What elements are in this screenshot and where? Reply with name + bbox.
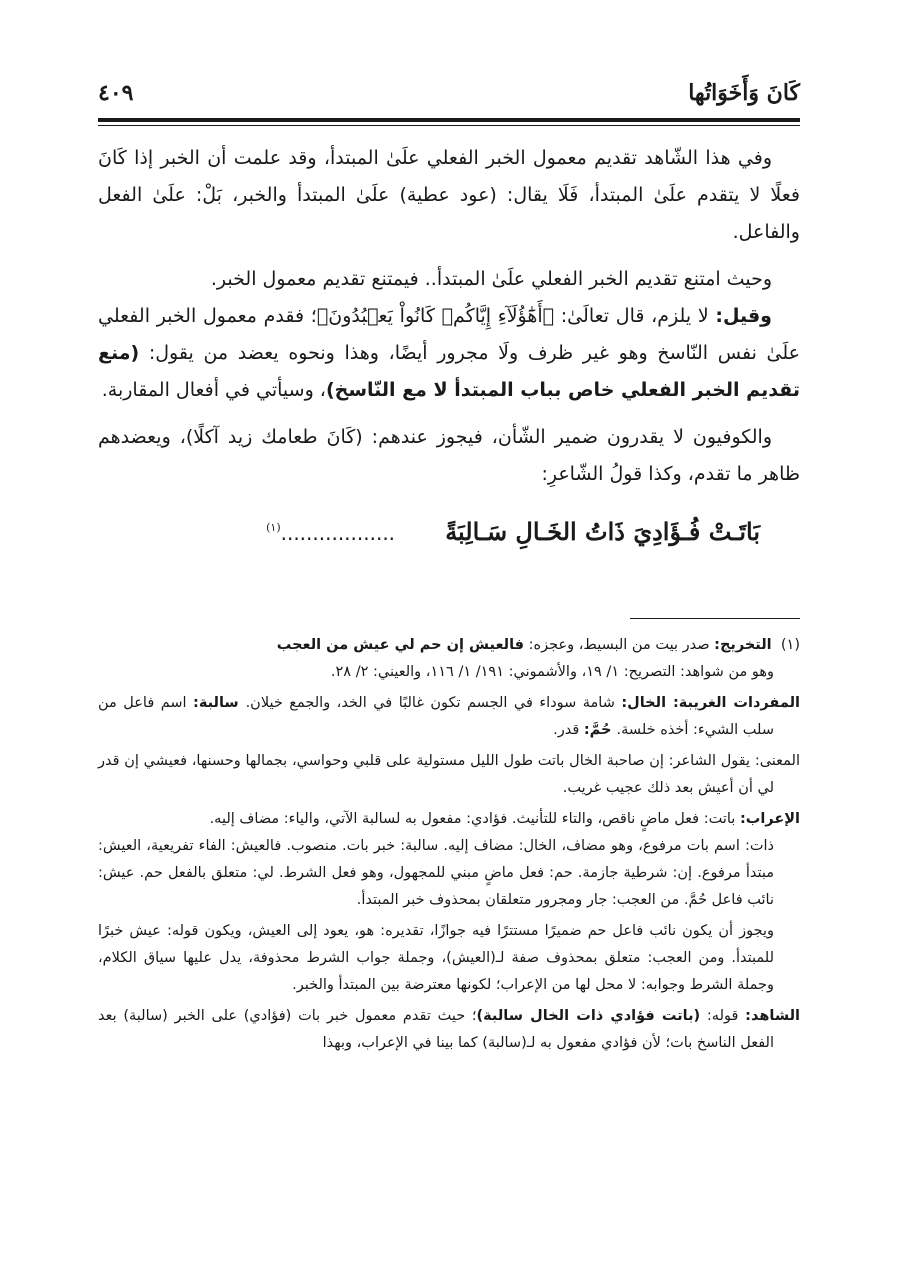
term-khal: الخال: bbox=[621, 695, 673, 711]
footnotes bbox=[98, 632, 800, 1057]
page-header bbox=[98, 80, 800, 114]
shahid-quote: (باتت فؤادي ذات الخال سالبة) bbox=[476, 1008, 701, 1024]
shahid-text-b: ؛ حيث تقدم معمول خبر بات (فؤادي) على الخبر (سالبة) بعد الفعل الناسخ بات؛ لأن فؤادي مفعول به لـ(سالبة) كما بينا في الإعراب، وبهذا bbox=[98, 1008, 774, 1051]
footnote-shahid bbox=[98, 1003, 800, 1057]
header-rule-thin bbox=[98, 125, 800, 126]
def-saliba: اسم فاعل من سلب الشيء: أخذه خلسة. bbox=[98, 695, 774, 738]
verse-hemistich: بَاتَـتْ فُـؤَادِيَ ذَاتُ الخَـالِ سَـالِبَةً bbox=[445, 517, 760, 546]
footnote-vocabulary bbox=[98, 690, 800, 744]
paragraph-1: وفي هذا الشّاهد تقديم معمول الخبر الفعلي علَىٰ المبتدأ، وقد علمت أن الخبر إذا كَانَ فعلًا لا يتقدم علَىٰ المبتدأ، فَلَا يقال: (عود عطية) علَىٰ المبتدأ والخبر، بَلْ: علَىٰ الفعل والفاعل. bbox=[98, 147, 800, 243]
paragraph-4: والكوفيون لا يقدرون ضمير الشّأن، فيجوز عندهم: (كَانَ طعامك زيد آكلًا)، ويعضدهم ظاهر ما تقدم، وكذا قولُ الشّاعرِ: bbox=[98, 426, 800, 485]
footnote-sources: وهو من شواهد: التصريح: ١/ ١٩، والأشموني: ١٩١/ ١/ ١١٦، والعيني: ٢/ ٢٨. bbox=[330, 664, 774, 680]
footnote-ref: (١) bbox=[266, 521, 281, 534]
poetry-verse bbox=[98, 509, 800, 552]
def-humma: قدر. bbox=[553, 722, 584, 738]
paragraph-3 bbox=[98, 298, 800, 409]
label-irab: الإعراب: bbox=[739, 811, 800, 827]
footnote-irab bbox=[98, 806, 800, 833]
meaning-text: يقول الشاعر: إن صاحبة الخال باتت طول الليل مستولية على قلبي وحواسي، بجمالها وحسنها، فعيشي إن قدر لي أن أعيش بعد ذلك عجيب غريب. bbox=[98, 753, 774, 796]
paragraph-3-text-a: لا يلزم، قال تعالَىٰ: bbox=[554, 305, 716, 327]
paragraph-3-lead: وقيل: bbox=[715, 305, 772, 327]
quran-quote: ﴿أَهَٰٓؤُلَآءِ إِيَّاكُمۡ كَانُواْ يَعۡبُدُونَ﴾ bbox=[316, 305, 555, 327]
label-takhrij: التخريج: bbox=[714, 637, 772, 653]
irab-text-1: باتت: فعل ماضٍ ناقص، والتاء للتأنيث. فؤادي: مفعول به لسالبة الآتي، والياء: مضاف إليه. bbox=[209, 811, 740, 827]
page-number: ٤٠٩ bbox=[98, 80, 134, 106]
irab-text-3: ويجوز أن يكون نائب فاعل حم ضميرًا مستترًا فيه جوازًا، تقديره: هو، يعود إلى العيش، ويكون قوله: عيش خبرًا للمبتدأ. ومن العجب: متعلق بمحذوف صفة لـ(العيش)، وجملة جواب الشرط محذوفة، يدل عليها سياق الكلام، وجملة الشرط وجوابه: لا محل لها من الإعراب؛ لكونها معترضة بين المبتدأ والخبر. bbox=[98, 923, 774, 993]
running-head: كَانَ وَأَخَوَاتُها bbox=[688, 80, 800, 106]
header-rule-thick bbox=[98, 118, 800, 122]
shahid-text-a: قوله: bbox=[700, 1008, 746, 1024]
verse-second-half: فالعيش إن حم لي عيش من العجب bbox=[276, 637, 525, 653]
def-khal: شامة سوداء في الجسم تكون غالبًا في الخد، والجمع خيلان. bbox=[245, 695, 622, 711]
main-text bbox=[98, 140, 800, 552]
paragraph-2: وحيث امتنع تقديم الخبر الفعلي علَىٰ المبتدأ.. فيمتنع تقديم معمول الخبر. bbox=[210, 268, 772, 290]
term-saliba: سالبة: bbox=[193, 695, 246, 711]
footnote-separator bbox=[630, 618, 800, 619]
label-shahid: الشاهد: bbox=[745, 1008, 801, 1024]
term-humma: حُمَّ: bbox=[583, 722, 617, 738]
footnote-number: (١) bbox=[780, 637, 800, 653]
paragraph-3-bold: (منع تقديم الخبر الفعلي خاص بباب المبتدأ لا مع النّاسخ) bbox=[98, 342, 800, 401]
label-meaning: المعنى: bbox=[754, 753, 800, 769]
label-vocabulary: المفردات الغريبة: bbox=[672, 695, 800, 711]
verse-ellipsis: .................. bbox=[280, 521, 396, 545]
takhrij-text: صدر بيت من البسيط، وعجزه: bbox=[524, 637, 715, 653]
book-page bbox=[98, 0, 800, 1271]
footnote-meaning bbox=[98, 748, 800, 802]
paragraph-3-text-b: ؛ فقدم معمول الخبر الفعلي علَىٰ نفس النّاسخ وهو غير ظرف ولَا مجرور أيضًا، وهذا ونحوه يعضد من يقول: bbox=[98, 305, 800, 364]
footnote-takhrij bbox=[98, 632, 800, 659]
paragraph-3-text-c: ، وسيأتي في أفعال المقاربة. bbox=[101, 379, 326, 401]
irab-text-2: ذات: اسم بات مرفوع، وهو مضاف، الخال: مضاف إليه. سالبة: خبر بات. منصوب. فالعيش: الفاء تفريعية، العيش: مبتدأ مرفوع. إن: شرطية جازمة. حم: فعل ماضٍ مبني للمجهول، وهو فعل الشرط. لي: متعلق بالفعل حم. عيش: نائب فاعل حُمَّ. من العجب: جار ومجرور متعلقان بمحذوف خبر المبتدأ. bbox=[98, 838, 774, 908]
